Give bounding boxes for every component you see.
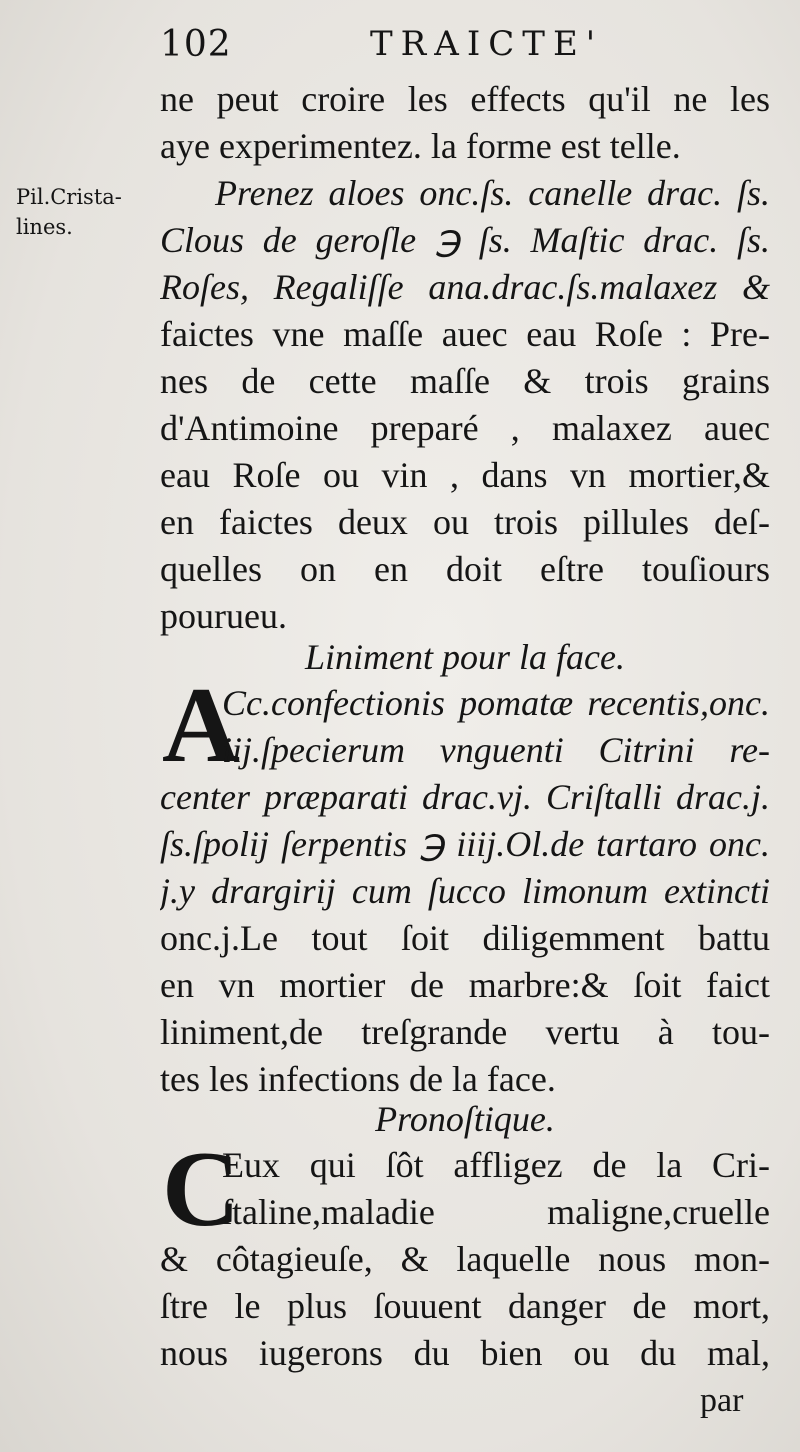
page-number: 102 [160, 24, 232, 65]
text-line: Roſes, Regaliſſe ana.drac.ſs.malaxez & [160, 267, 770, 307]
liniment-paragraph [160, 680, 770, 1103]
margin-note-line: lines. [16, 215, 73, 239]
text-line: ſtre le plus ſouuent danger de mort, [160, 1286, 770, 1326]
text-line: quelles on en doit eſtre touſiours [160, 549, 770, 589]
section-heading-prognostic [160, 1096, 770, 1143]
margin-note [16, 182, 156, 242]
text-line: Cc.confectionis pomatæ recentis,onc. [222, 683, 770, 723]
text-line: pourueu. [160, 596, 287, 636]
section-heading-liniment [160, 634, 770, 681]
text-line: j.y drargirij cum ſucco limonum extincti [160, 871, 770, 911]
section-heading: Pronoſtique. [375, 1099, 555, 1139]
section-heading: Liniment pour la face. [305, 637, 625, 677]
drop-cap-c: C [162, 1130, 240, 1249]
text-line: d'Antimoine preparé , malaxez auec [160, 408, 770, 448]
text-line: ſtaline,maladie maligne,cruelle [222, 1192, 770, 1232]
text-line: Clous de geroſle ℈ ſs. Maſtic drac. ſs. [160, 220, 770, 260]
text-line: onc.j.Le tout ſoit diligemment battu [160, 918, 770, 958]
text-line: en faictes deux ou trois pillules deſ- [160, 502, 770, 542]
prognostic-paragraph [160, 1130, 770, 1377]
text-line: ne peut croire les effects qu'il ne les [160, 79, 770, 119]
text-line: eau Roſe ou vin , dans vn mortier,& [160, 455, 770, 495]
text-line: Eux qui ſôt affligez de la Cri- [222, 1145, 770, 1185]
page-header [160, 18, 760, 66]
text-line: liniment,de treſgrande vertu à tou- [160, 1012, 770, 1052]
text-line: tes les infections de la face. [160, 1059, 556, 1099]
text-line: nes de cette maſſe & trois grains [160, 361, 770, 401]
text-line: iij.ſpecierum vnguenti Citrini re- [222, 730, 770, 770]
text-line: center præparati drac.vj. Criſtalli drac.j. [160, 777, 770, 817]
text-line: aye experimentez. la forme est telle. [160, 126, 681, 166]
catchword: par [700, 1382, 744, 1419]
text-line: en vn mortier de marbre:& ſoit faict [160, 965, 770, 1005]
text-line: Prenez aloes onc.ſs. canelle drac. ſs. [215, 173, 770, 213]
drop-cap-a: A [162, 666, 240, 785]
text-line: ſs.ſpolij ſerpentis ℈ iiij.Ol.de tartaro onc. [160, 824, 770, 864]
paragraph-intro [160, 76, 770, 170]
text-line: & côtagieuſe, & laquelle nous mon- [160, 1239, 770, 1279]
running-title: TRAICTE' [370, 24, 604, 64]
recipe-paragraph [160, 170, 770, 640]
text-line: faictes vne maſſe auec eau Roſe : Pre- [160, 314, 770, 354]
margin-note-line: Pil.Crista- [16, 185, 122, 209]
text-line: nous iugerons du bien ou du mal, [160, 1333, 770, 1373]
